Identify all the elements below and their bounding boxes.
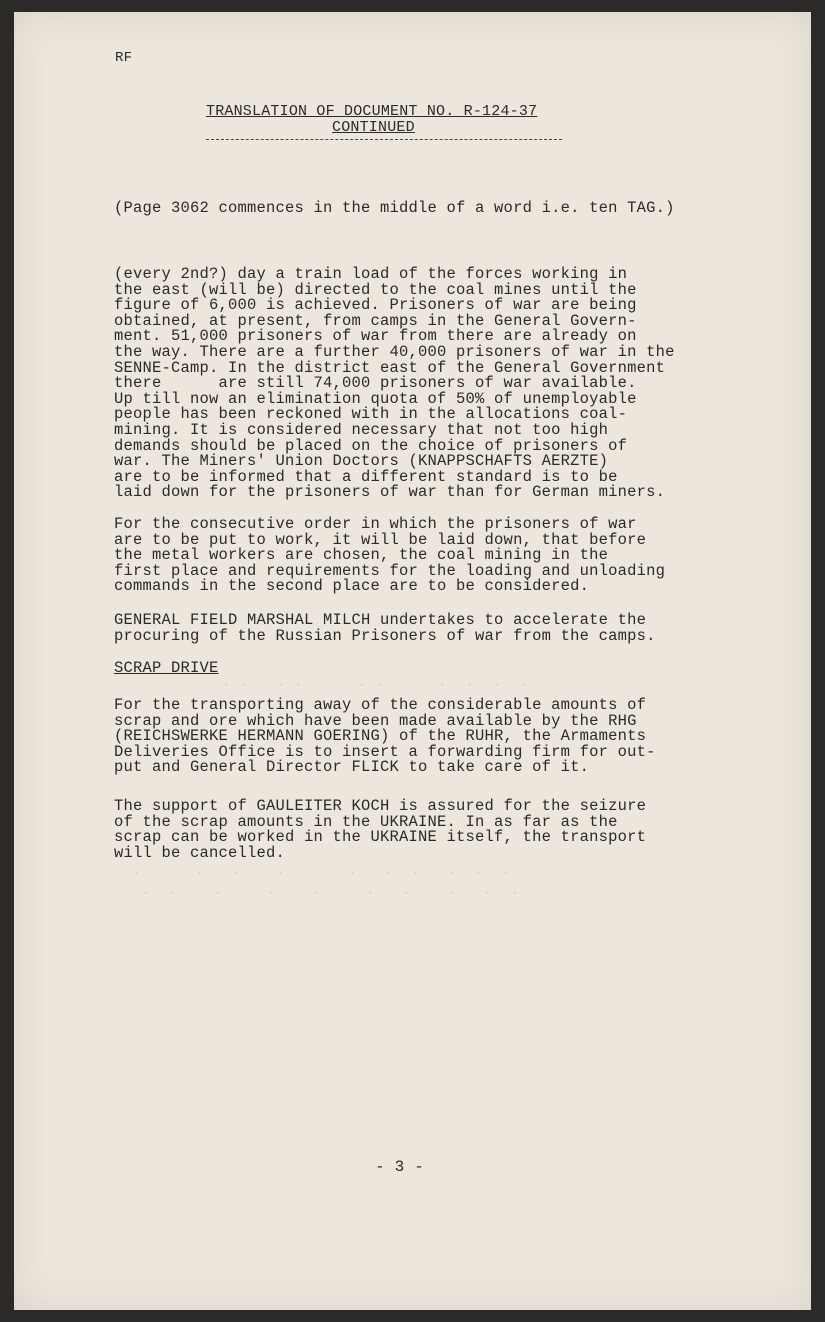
paragraph-gauleiter-koch: The support of GAULEITER KOCH is assured for the seizure of the scrap amounts in the UKRAINE. In as far as the scrap can be worked in the UKRAINE itself, the transport will be cancelled. bbox=[114, 797, 647, 862]
document-reference: RF bbox=[115, 50, 133, 66]
paragraph-work-order: For the consecutive order in which the prisoners of war are to be put to work, it will be laid down, that before the metal workers are chosen, the coal mining in the first place and requirements for the loading and unloading commands in the second place are to be considered. bbox=[114, 515, 666, 596]
bleed-through-text: . . . . . . . . . . bbox=[114, 882, 520, 899]
title-underline-rule bbox=[206, 139, 562, 140]
bleed-through-text: . . . . . . . . . . bbox=[204, 674, 529, 691]
paragraph-milch: GENERAL FIELD MARSHAL MILCH undertakes to accelerate the procuring of the Russian Prisoners of war from the camps. bbox=[114, 611, 656, 645]
bleed-through-text: . . . . . . . . . . bbox=[114, 862, 511, 879]
document-title: TRANSLATION OF DOCUMENT NO. R-124-37 bbox=[206, 103, 538, 120]
page-note: (Page 3062 commences in the middle of a word i.e. ten TAG.) bbox=[114, 199, 675, 217]
paragraph-prisoners-of-war: (every 2nd?) day a train load of the forces working in the east (will be) directed to the coal mines until the figure of 6,000 is achieved. Prisoners of war are being obtained, at present, from camps in the General Govern- ment. 51,000 prisoners of war from there are already on the way. There are a further 40,000 prisoners of war in the SENNE-Camp. In the district east of the General Government there are still 74,000 prisoners of war available. Up till now an elimination quota of 50% of unemployable people has been reckoned with in the allocations coal- mining. It is considered necessary that not too high demands should be placed on the choice of prisoners of war. The Miners' Union Doctors (KNAPPSCHAFTS AERZTE) are to be informed that a different standard is to be laid down for the prisoners of war than for German miners. bbox=[114, 265, 675, 502]
document-page bbox=[14, 12, 811, 1310]
section-heading-scrap-drive: SCRAP DRIVE bbox=[114, 659, 219, 677]
document-subtitle: CONTINUED bbox=[332, 119, 415, 136]
paragraph-scrap-transport: For the transporting away of the considerable amounts of scrap and ore which have been made available by the RHG (REICHSWERKE HERMANN GOERING) of the RUHR, the Armaments Deliveries Office is to insert a forwarding firm for out- put and General Director FLICK to take care of it. bbox=[114, 696, 656, 777]
page-number: - 3 - bbox=[375, 1158, 425, 1176]
